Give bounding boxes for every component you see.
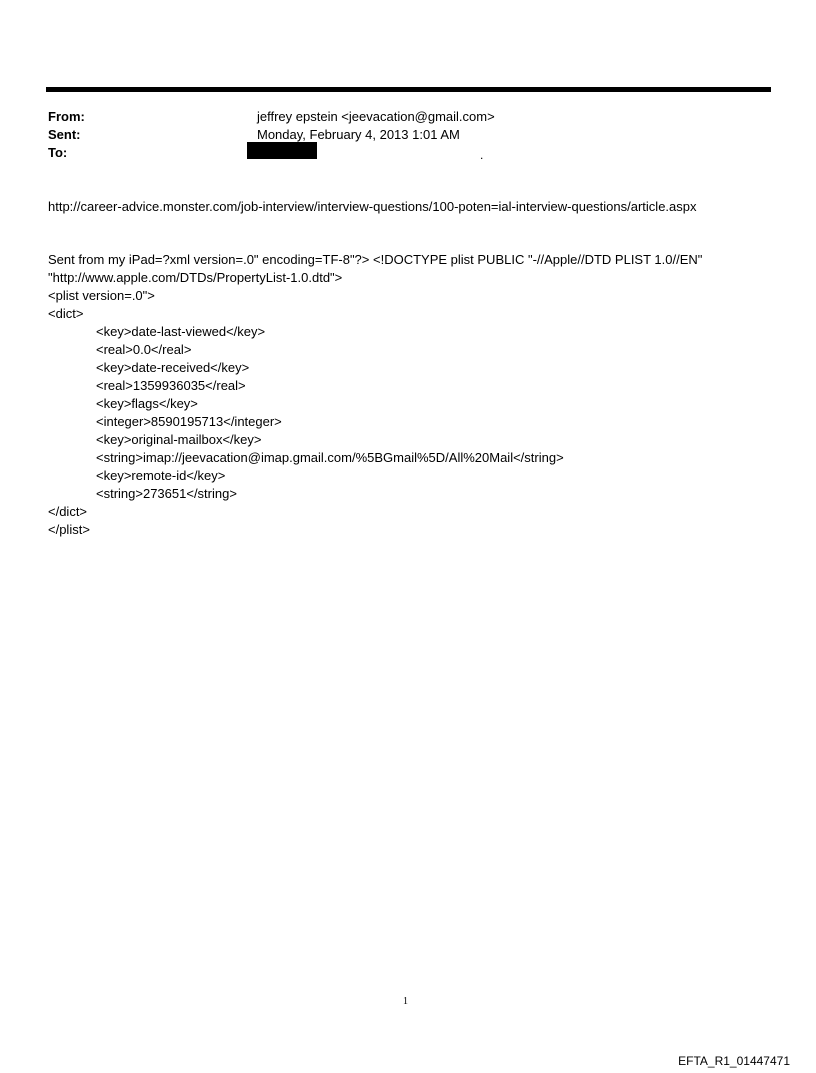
header-divider-rule [46,87,771,92]
body-line: <real>0.0</real> [96,342,192,357]
sent-value: Monday, February 4, 2013 1:01 AM [257,127,460,142]
sent-label: Sent: [48,127,81,142]
body-line: <string>imap://jeevacation@imap.gmail.com/%5BGmail%5D/All%20Mail</string> [96,450,564,465]
body-line: </plist> [48,522,90,537]
redaction-block [247,142,317,159]
body-line: </dict> [48,504,88,519]
body-line: <key>original-mailbox</key> [96,432,262,447]
body-line: <integer>8590195713</integer> [96,414,282,429]
body-line: <real>1359936035</real> [96,378,246,393]
body-line: <key>date-last-viewed</key> [96,324,266,339]
body-line: Sent from my iPad=?xml version=.0" encoding=TF-8"?> <!DOCTYPE plist PUBLIC "-//Apple//DTD PLIST 1.0//EN" [48,252,703,267]
from-label: From: [48,109,85,124]
to-trailing-mark: . [480,148,484,162]
body-line: <plist version=.0"> [48,288,155,303]
from-value: jeffrey epstein <jeevacation@gmail.com> [257,109,495,124]
to-label: To: [48,145,68,160]
body-line: <key>remote-id</key> [96,468,226,483]
page-number: 1 [403,996,408,1007]
body-line: <string>273651</string> [96,486,237,501]
body-line: <key>flags</key> [96,396,198,411]
body-line: <dict> [48,306,84,321]
body-line: "http://www.apple.com/DTDs/PropertyList-1.0.dtd"> [48,270,343,285]
body-line: <key>date-received</key> [96,360,250,375]
document-id: EFTA_R1_01447471 [678,1054,790,1068]
article-link[interactable]: http://career-advice.monster.com/job-interview/interview-questions/100-poten=ial-interview-questions/article.aspx [48,199,697,214]
